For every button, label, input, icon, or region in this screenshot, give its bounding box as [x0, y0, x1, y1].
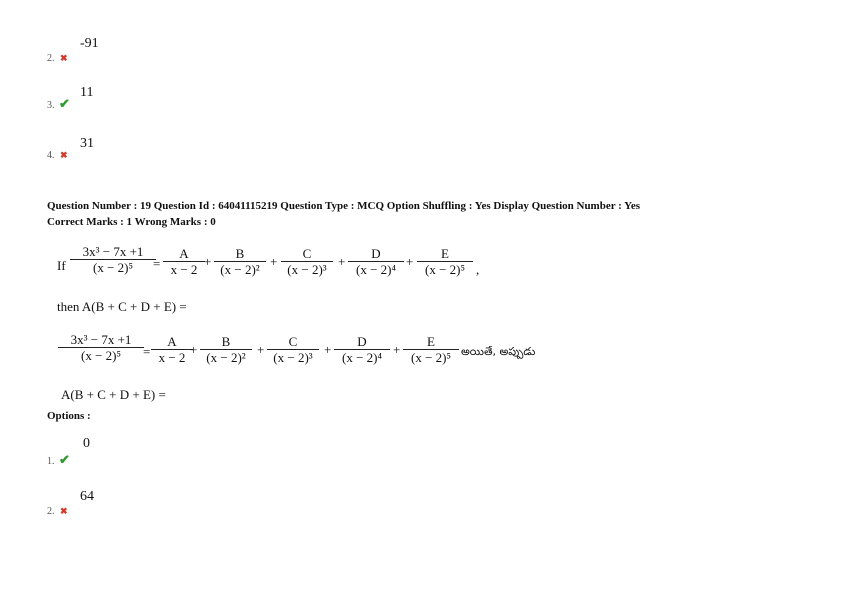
option-2-number: 2.	[47, 506, 55, 517]
telugu-tail-expression: A(B + C + D + E) =	[61, 387, 166, 402]
option-1-value[interactable]: 0	[83, 436, 90, 451]
telugu-term-a-fraction: A x − 2	[151, 334, 193, 365]
options-label: Options :	[47, 410, 91, 422]
prev-option-2-number: 2.	[47, 53, 55, 64]
telugu-lhs-fraction: 3x³ − 7x +1 (x − 2)⁵	[58, 332, 144, 363]
term-e-fraction: E (x − 2)⁵	[417, 246, 473, 277]
question-marks-line: Correct Marks : 1 Wrong Marks : 0	[47, 216, 216, 228]
plus-sign: +	[257, 342, 265, 357]
lhs-numerator: 3x³ − 7x +1	[82, 244, 144, 259]
term-d-fraction: D (x − 2)⁴	[348, 246, 404, 277]
telugu-suffix: అయితే, అప్పుడు	[461, 345, 536, 358]
telugu-term-c-fraction: C (x − 2)³	[267, 334, 319, 365]
wrong-mark-icon: ✖	[60, 150, 68, 160]
option-2-value[interactable]: 64	[80, 489, 94, 504]
plus-sign: +	[270, 254, 278, 269]
equation-if-label: If	[57, 258, 66, 273]
plus-sign: +	[406, 254, 414, 269]
plus-sign: +	[324, 342, 332, 357]
plus-sign: +	[338, 254, 346, 269]
prev-option-3-value: 11	[80, 85, 94, 100]
wrong-mark-icon: ✖	[60, 53, 68, 63]
term-b-fraction: B (x − 2)²	[214, 246, 266, 277]
check-mark-icon: ✔	[59, 96, 70, 111]
question-meta-line: Question Number : 19 Question Id : 64041115219 Question Type : MCQ Option Shuffling : Yes Display Question Number : Yes	[47, 200, 641, 212]
equals-sign: =	[153, 256, 161, 271]
prev-option-4-number: 4.	[47, 150, 55, 161]
term-c-fraction: C (x − 2)³	[281, 246, 333, 277]
lhs-denominator: (x − 2)⁵	[92, 260, 134, 275]
check-mark-icon: ✔	[59, 452, 70, 467]
telugu-term-e-fraction: E (x − 2)⁵	[403, 334, 459, 365]
wrong-mark-icon: ✖	[60, 506, 68, 516]
telugu-term-b-fraction: B (x − 2)²	[200, 334, 252, 365]
term-a-fraction: A x − 2	[163, 246, 205, 277]
equals-sign: =	[143, 344, 151, 359]
prev-option-3-number: 3.	[47, 100, 55, 111]
comma: ,	[476, 262, 480, 277]
option-1-number: 1.	[47, 456, 55, 467]
then-expression: then A(B + C + D + E) =	[57, 299, 187, 314]
telugu-term-d-fraction: D (x − 2)⁴	[334, 334, 390, 365]
plus-sign: +	[393, 342, 401, 357]
equation-lhs-fraction	[70, 244, 156, 275]
prev-option-4-value: 31	[80, 136, 94, 151]
plus-sign: +	[190, 342, 198, 357]
plus-sign: +	[204, 254, 212, 269]
prev-option-2-value: -91	[80, 36, 99, 51]
